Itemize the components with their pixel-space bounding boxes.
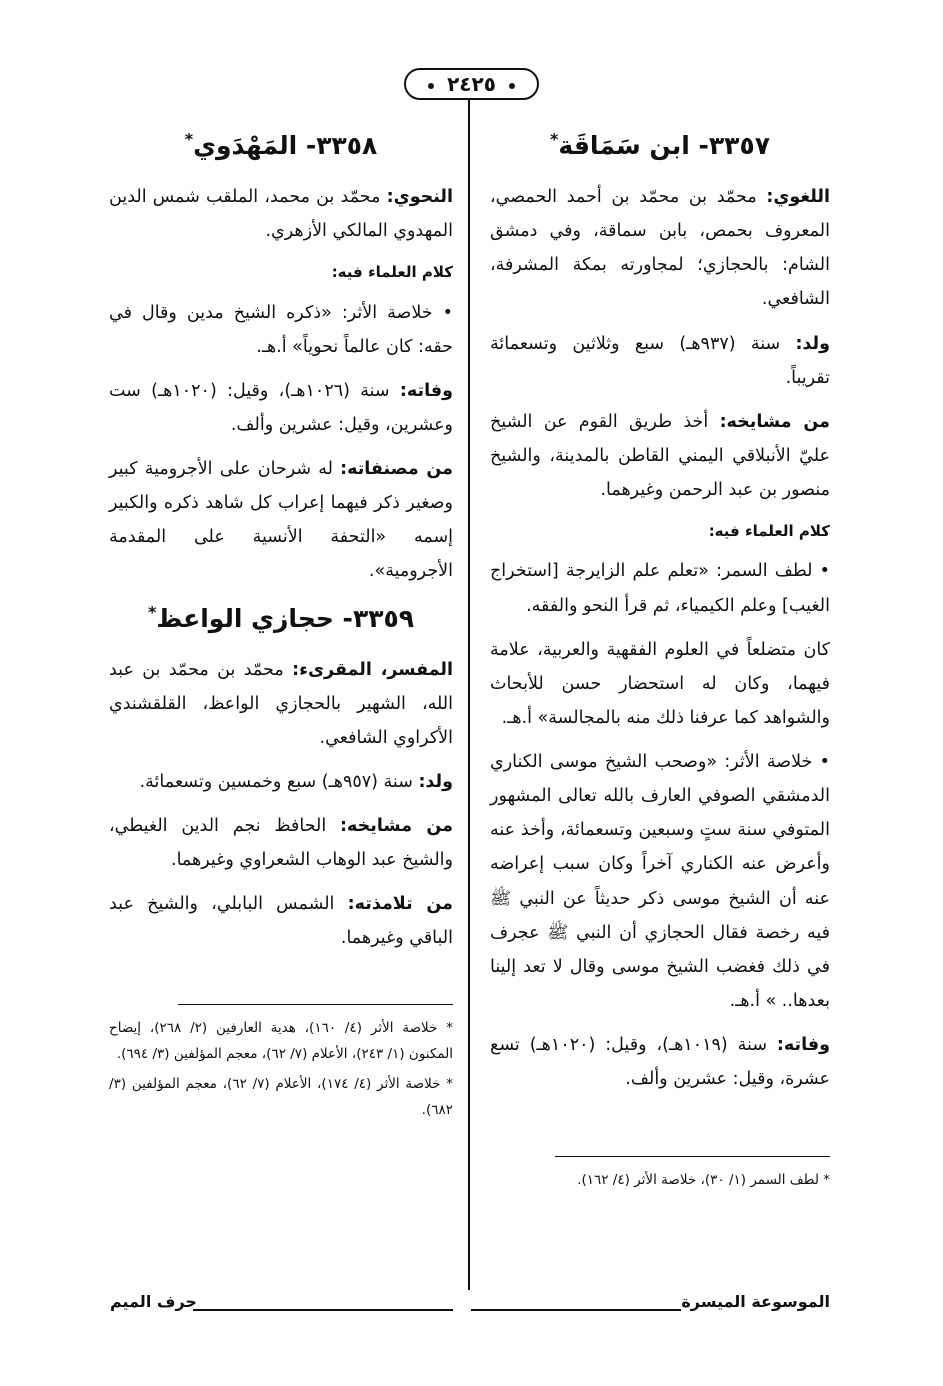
entry-paragraph (109, 809, 453, 877)
field-label: المفسر، المقرىء: (292, 659, 453, 680)
footnote: * لطف السمر (١/ ٣٠)، خلاصة الأثر (٤/ ١٦٢). (577, 1172, 830, 1189)
field-label: من مشايخه: (340, 816, 453, 836)
footnotes (109, 1015, 453, 1124)
field-label: من مصنفاته: (340, 459, 453, 479)
entry-title-text: ٣٣٥٧- ابن سَمَاقَة (558, 131, 770, 160)
page-number-area (0, 68, 943, 100)
field-label: وفاته: (776, 1035, 831, 1055)
field-text: سنة (١٠٢٦هـ)، وقيل: (١٠٢٠هـ) ست وعشرين، وقيل: عشرين وألف. (109, 380, 453, 435)
entry-paragraph (109, 887, 453, 955)
field-label: ولد: (795, 333, 830, 354)
field-text: الشمس البابلي، والشيخ عبد الباقي وغيرهما. (109, 894, 453, 949)
field-text: أخذ طريق القوم عن الشيخ عليّ الأنبلاقي اليمني القاطن بالمدينة، والشيخ منصور بن عبد الرحمن وغيرهما. (490, 411, 830, 500)
entry-paragraph (109, 765, 453, 799)
field-text: له شرحان على الأجرومية كبير وصغير ذكر فيهما إعراب كل شاهد ذكره والكبير إسمه «التحفة الأنسية على المقدمة الأجرومية». (109, 459, 453, 582)
section-subheading: كلام العلماء فيه: (331, 263, 453, 282)
field-text: محمّد بن محمد، الملقب شمس الدين المهدوي المالكي الأزهري. (109, 187, 453, 242)
footnote: * خلاصة الأثر (٤/ ١٧٤)، الأعلام (٧/ ٦٢)، معجم المؤلفين (٣/ ٦٨٢). (109, 1076, 453, 1119)
footer-rule (193, 1309, 453, 1311)
entry-paragraph (109, 180, 453, 248)
column-divider (468, 100, 470, 1290)
entry-title-text: ٣٣٥٨- المَهْدَوي (193, 131, 378, 160)
section-subheading: كلام العلماء فيه: (708, 522, 830, 541)
entry-paragraph (490, 327, 830, 395)
entry-paragraph (109, 452, 453, 589)
entry-title-text: ٣٣٥٩- حجازي الواعظ (156, 603, 414, 633)
footer-rule (471, 1309, 681, 1311)
left-column (109, 120, 453, 1128)
field-text: الحافظ نجم الدين الغيطي، والشيخ عبد الوهاب الشعراوي وغيرهما. (109, 816, 453, 871)
footer-book-title: الموسوعة الميسرة (681, 1292, 830, 1311)
field-text: محمّد بن محمّد بن عبد الله، الشهير بالحجازي الواعظ، القلقشندي الأكراوي الشافعي. (109, 659, 453, 748)
field-text: سنة (١٠١٩هـ)، وقيل: (١٠٢٠هـ) تسع عشرة، وقيل: عشرين وألف. (490, 1035, 830, 1090)
entry-title-3359 (109, 599, 453, 639)
field-label: النحوي: (386, 187, 453, 207)
field-text: محمّد بن محمّد بن أحمد الحمصي، المعروف بحمص، بابن سماقة، وفي دمشق الشام: بالحجازي؛ لمجاورته بمكة المشرفة، الشافعي. (490, 187, 830, 310)
footer-section-title: حرف الميم (110, 1292, 197, 1311)
page-footer (0, 1292, 943, 1322)
entry-paragraph (109, 374, 453, 442)
field-text: سنة (٩٥٧هـ) سبع وخمسين وتسعمائة. (139, 771, 419, 792)
field-label: من تلامذته: (347, 894, 453, 915)
field-text: سنة (٩٣٧هـ) سبع وثلاثين وتسعمائة تقريباً. (490, 333, 830, 388)
entry-title-3357 (490, 126, 830, 166)
entry-paragraph (490, 180, 830, 317)
footnote-marker: * (148, 602, 157, 622)
quote-paragraph: • خلاصة الأثر: «وصحب الشيخ موسى الكناري الدمشقي الصوفي العارف بالله تعالى المشهور المتوفي سنة ستٍ وسبعين وتسعمائة، وأخذ عنه وأعرض عنه الكناري آخراً وكان سبب إعراضه عنه أن الشيخ موسى ذكر حديثاً عن النبي ﷺ فيه رخصة فقال الحجازي أن النبي ﷺ عجرف في ذلك فغضب الشيخ موسى وقال لا تعد إلينا بعدها.. » أ.هـ. (490, 752, 830, 1011)
field-label: اللغوي: (766, 187, 830, 207)
ornament-dot (428, 83, 434, 89)
footnote-separator (555, 1156, 830, 1157)
footnotes (490, 1167, 830, 1193)
entry-title-3358 (109, 126, 453, 166)
field-label: ولد: (418, 771, 453, 792)
right-column (490, 120, 830, 1198)
field-label: وفاته: (399, 380, 454, 401)
footnote-marker: * (550, 129, 559, 149)
ornament-dot (509, 83, 515, 89)
page-number-text: ٢٤٢٥ (447, 72, 496, 96)
quote-paragraph: • خلاصة الأثر: «ذكره الشيخ مدين وقال في حقه: كان عالماً نحوياً» أ.هـ. (109, 302, 453, 357)
quote-paragraph: كان متضلعاً في العلوم الفقهية والعربية، علامة فيهما، وكان له استحضار حسن للأبحاث والشواهد كما عرفنا ذلك منه بالمجالسة» أ.هـ. (490, 639, 830, 728)
entry-paragraph (490, 405, 830, 507)
field-label: من مشايخه: (719, 411, 830, 432)
entry-paragraph (109, 653, 453, 755)
footnote: * خلاصة الأثر (٤/ ١٦٠)، هدية العارفين (٢/ ٢٦٨)، إيضاح المكنون (١/ ٢٤٣)، الأعلام (٧/ ٦٢)، معجم المؤلفين (٣/ ٦٩٤). (109, 1019, 454, 1062)
footnote-marker: * (184, 129, 194, 149)
page-number (404, 68, 539, 100)
entry-paragraph (490, 1028, 830, 1096)
footnote-separator (178, 1004, 453, 1005)
quote-paragraph: • لطف السمر: «تعلم علم الزايرجة [استخراج الغيب] وعلم الكيمياء، ثم قرأ النحو والفقه. (490, 561, 830, 616)
